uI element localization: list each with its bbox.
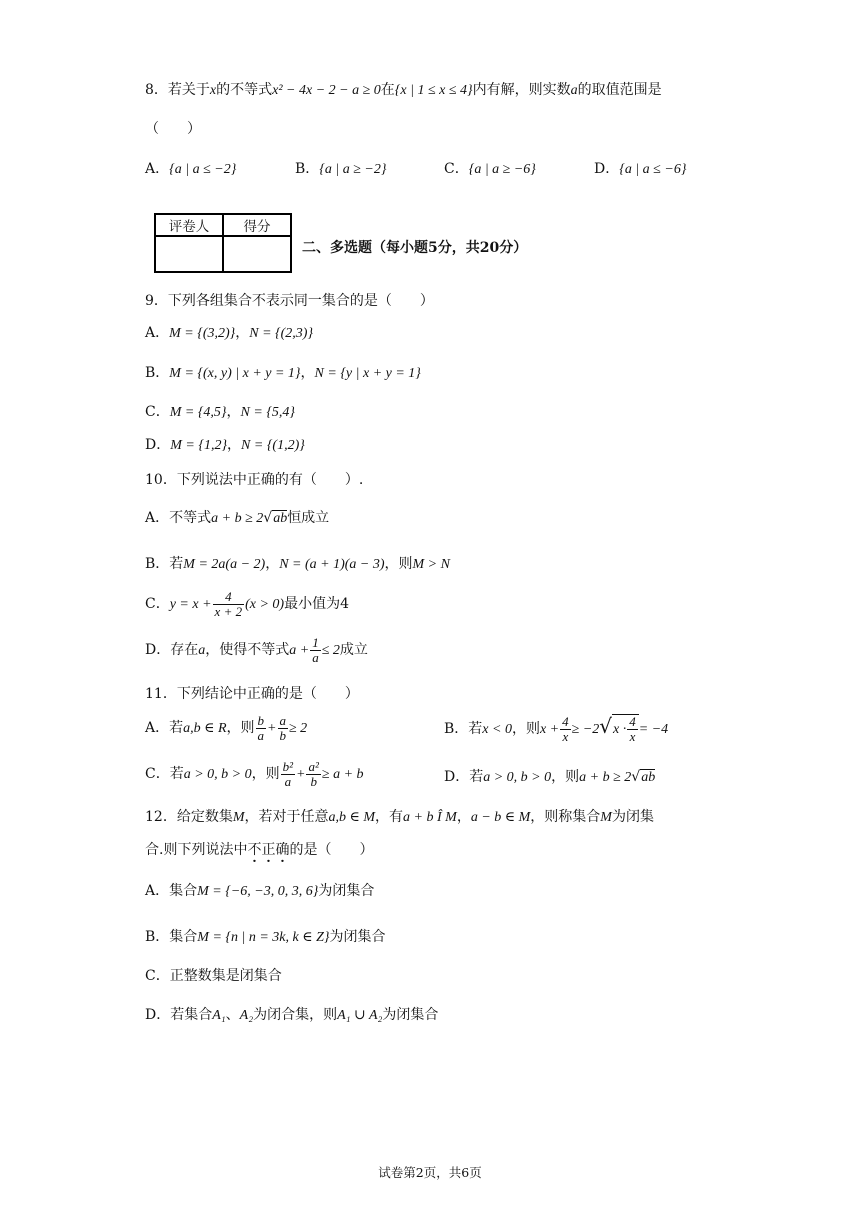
fraction (627, 715, 638, 743)
numerator: b² (282, 759, 294, 774)
question-10-stem: 10．下列说法中正确的有（ ）. (145, 472, 364, 488)
fraction (213, 590, 245, 618)
condition: a > 0, b > 0 (183, 767, 252, 783)
question-8-stem (145, 79, 662, 99)
page-footer: 试卷第2页，共6页 (378, 1165, 482, 1180)
q11-option-c[interactable] (145, 760, 364, 788)
denominator: b (279, 727, 286, 743)
q10-option-c[interactable] (145, 590, 349, 618)
option-label: D． (145, 642, 171, 659)
option-text: ，则 (551, 769, 580, 785)
option-label: B． (145, 365, 170, 381)
denominator: x (629, 728, 636, 744)
stem-text: 为闭集 (611, 809, 654, 825)
option-text: 、 (225, 1007, 240, 1023)
numerator: a² (308, 759, 319, 774)
inequality: a + b ≥ 2 (579, 770, 632, 785)
emphasis-char: 不 (247, 842, 262, 858)
q10-option-d[interactable] (145, 636, 368, 664)
question-9-stem: 9．下列各组集合不表示同一集合的是（ ） (145, 293, 434, 309)
set-m: M = {(3,2)} (169, 326, 236, 341)
set-m: M = {4,5} (169, 405, 227, 420)
option-text: 若 (169, 766, 184, 783)
q12-option-d[interactable] (145, 1004, 438, 1024)
emphasis-char: 正 (261, 842, 276, 858)
option-text: ，则 (511, 721, 540, 738)
stem-text: 的是（ ） (289, 842, 374, 858)
numerator: 4 (629, 714, 636, 729)
stem-text: ，则称集合 (530, 809, 601, 825)
option-text: ，则 (251, 766, 280, 783)
expr: ≤ 2 (321, 643, 340, 659)
q8-text: 的取值范围是 (577, 82, 662, 98)
radicand: ab (273, 511, 288, 526)
q11-option-b[interactable] (444, 714, 668, 743)
option-text: 存在 (170, 642, 199, 659)
plus-sign: + (296, 767, 306, 783)
expr: a − b ∈ M (470, 810, 531, 825)
set-n: N = {(2,3)} (249, 326, 314, 341)
option-label: B． (295, 161, 320, 177)
question-11-stem: 11．下列结论中正确的是（ ） (145, 686, 359, 702)
q9-option-c[interactable] (145, 401, 295, 421)
option-label: C． (444, 161, 469, 177)
q8-inequality: x² − 4x − 2 − a ≥ 0 (272, 83, 381, 98)
function-expr: y = x + (169, 597, 212, 613)
section-title: 二、多选题（每小题5分，共20分） (302, 240, 528, 256)
q8-var-x: x (209, 83, 217, 98)
set-a1: A₁ (212, 1008, 226, 1023)
option-label: C． (145, 404, 170, 420)
q12-option-a[interactable] (145, 880, 374, 900)
q9-option-d[interactable] (145, 434, 305, 454)
option-value: {a | a ≥ −2} (319, 162, 387, 177)
q8-option-c[interactable] (444, 158, 536, 178)
set-n: N = {5,4} (240, 405, 296, 420)
fraction (306, 760, 320, 788)
option-label: A． (145, 720, 170, 737)
option-text: 若集合 (170, 1007, 213, 1023)
q8-number: 8． (145, 82, 168, 98)
set-m: M = {1,2} (170, 438, 228, 453)
option-label: C． (145, 968, 170, 984)
set: M = {n | n = 3k, k ∈ Z} (197, 930, 330, 945)
condition: a,b ∈ R (183, 721, 227, 737)
option-value: {a | a ≤ −6} (619, 162, 687, 177)
stem-text: 12．给定数集 (145, 809, 233, 825)
fraction (560, 715, 571, 743)
q8-text: 若关于 (167, 82, 210, 98)
option-text: 集合 (169, 929, 198, 945)
denominator: x + 2 (214, 603, 243, 619)
option-label: C． (145, 596, 170, 613)
expr: a + b Î M (403, 810, 457, 825)
numerator: a (279, 713, 286, 728)
separator: ， (227, 437, 242, 453)
denominator: a (284, 773, 292, 789)
score-header: 得分 (223, 214, 291, 236)
q8-answer-paren: （ ） (145, 121, 201, 137)
expr: ≥ 2 (289, 721, 308, 737)
q9-option-b[interactable] (145, 362, 421, 382)
option-text: 若 (469, 769, 484, 785)
condition: a,b ∈ M (328, 810, 376, 825)
separator: ， (226, 404, 241, 420)
q11-option-a[interactable] (145, 714, 307, 742)
denominator: b (310, 773, 317, 789)
grader-header: 评卷人 (155, 214, 223, 236)
option-label: B． (145, 929, 170, 945)
set-m: M = {(x, y) | x + y = 1} (169, 366, 301, 381)
radical-icon: √ (599, 714, 613, 739)
conclusion: M > N (412, 557, 450, 572)
q8-set: {x | 1 ≤ x ≤ 4} (394, 83, 473, 98)
option-text: 成立 (339, 642, 368, 659)
set-n: N = {(1,2)} (241, 438, 305, 453)
option-text: 为闭集合 (318, 883, 375, 899)
option-label: D． (145, 1007, 171, 1023)
option-text: ，使得不等式 (205, 642, 290, 659)
grader-cell[interactable] (155, 236, 223, 272)
q8-option-d[interactable] (594, 158, 686, 178)
set: M = {−6, −3, 0, 3, 6} (197, 884, 319, 899)
var-m: M (600, 810, 612, 825)
numerator: b (257, 713, 265, 728)
denominator: a (312, 649, 319, 665)
q10-option-b[interactable] (145, 553, 450, 573)
numerator: 4 (213, 590, 245, 605)
option-value: {a | a ≤ −2} (169, 162, 237, 177)
q10-option-a[interactable] (145, 507, 329, 528)
radicand-expr: x · (613, 722, 627, 738)
numerator: 4 (562, 714, 569, 729)
separator: ， (235, 325, 250, 341)
stem-text: ， (456, 809, 471, 825)
emphasis-char: 确 (275, 842, 290, 858)
radical-icon: √ (631, 769, 641, 785)
option-text: 若 (169, 720, 184, 737)
option-label: B． (145, 556, 170, 572)
stem-text: 合.则下列说法中 (145, 842, 248, 858)
q8-text: 内有解，则实数 (472, 82, 571, 98)
expr: ≥ a + b (321, 767, 364, 783)
inequality: a + b ≥ 2 (211, 511, 264, 526)
denominator: a (257, 727, 265, 743)
q12-option-c[interactable] (145, 965, 282, 985)
option-label: C． (145, 766, 170, 783)
option-text: 正整数集是闭集合 (169, 968, 282, 984)
fraction (310, 636, 321, 664)
plus-sign: + (267, 721, 277, 737)
q8-var-a: a (570, 83, 578, 98)
expr: x + (539, 722, 560, 738)
radicand: ab (641, 770, 656, 785)
fraction (281, 760, 295, 788)
score-cell[interactable] (223, 236, 291, 272)
question-12-stem-line1 (145, 806, 654, 826)
expr: ≥ −2 (571, 722, 600, 738)
condition: x < 0 (482, 722, 512, 738)
expr-m: M = 2a(a − 2) (183, 557, 266, 572)
radical-icon: √ (263, 510, 273, 526)
question-12-stem-line2 (145, 839, 373, 859)
q8-text: 在 (380, 82, 395, 98)
q11-option-d[interactable] (444, 766, 655, 787)
numerator: 1 (312, 635, 319, 650)
option-label: A． (145, 325, 170, 341)
option-text: 若 (169, 556, 184, 572)
option-label: D． (145, 437, 171, 453)
option-text: 若 (468, 721, 483, 738)
option-text: 恒成立 (287, 510, 330, 526)
q8-option-a[interactable] (145, 158, 236, 178)
var-m: M (232, 810, 245, 825)
option-value: {a | a ≥ −6} (468, 162, 536, 177)
option-label: A． (145, 883, 170, 899)
set-n: N = {y | x + y = 1} (314, 366, 421, 381)
q9-option-a[interactable] (145, 322, 313, 342)
q12-option-b[interactable] (145, 926, 385, 946)
option-text: 集合 (169, 883, 198, 899)
expr-n: N = (a + 1)(a − 3) (279, 557, 385, 572)
separator: ， (265, 556, 280, 572)
expr: a + (289, 643, 310, 659)
fraction (278, 714, 289, 742)
option-text: ，则 (384, 556, 413, 572)
stem-text: ，若对于任意 (244, 809, 329, 825)
option-text: 不等式 (169, 510, 212, 526)
condition: a > 0, b > 0 (483, 770, 552, 785)
option-text: 为闭集合 (329, 929, 386, 945)
radicand (612, 714, 639, 743)
option-label: D． (594, 161, 620, 177)
stem-text: ，有 (375, 809, 404, 825)
option-label: D． (444, 769, 470, 785)
option-label: B． (444, 721, 469, 738)
denominator: x (562, 728, 569, 744)
option-text: 最小值为4 (284, 596, 350, 613)
fraction (256, 714, 267, 742)
set-a2: A₂ (239, 1008, 254, 1023)
option-label: A． (145, 510, 170, 526)
option-text: ，则 (226, 720, 255, 737)
q8-text: 的不等式 (216, 82, 273, 98)
separator: ， (300, 365, 315, 381)
option-text: 为闭合集，则 (253, 1007, 338, 1023)
condition: (x > 0) (245, 597, 285, 613)
union-expr: A₁ ∪ A₂ (337, 1008, 383, 1023)
option-text: 为闭集合 (382, 1007, 439, 1023)
expr: = −4 (638, 722, 669, 738)
score-box (154, 213, 292, 273)
variable: a (198, 643, 206, 659)
q8-option-b[interactable] (295, 158, 386, 178)
option-label: A． (145, 161, 170, 177)
